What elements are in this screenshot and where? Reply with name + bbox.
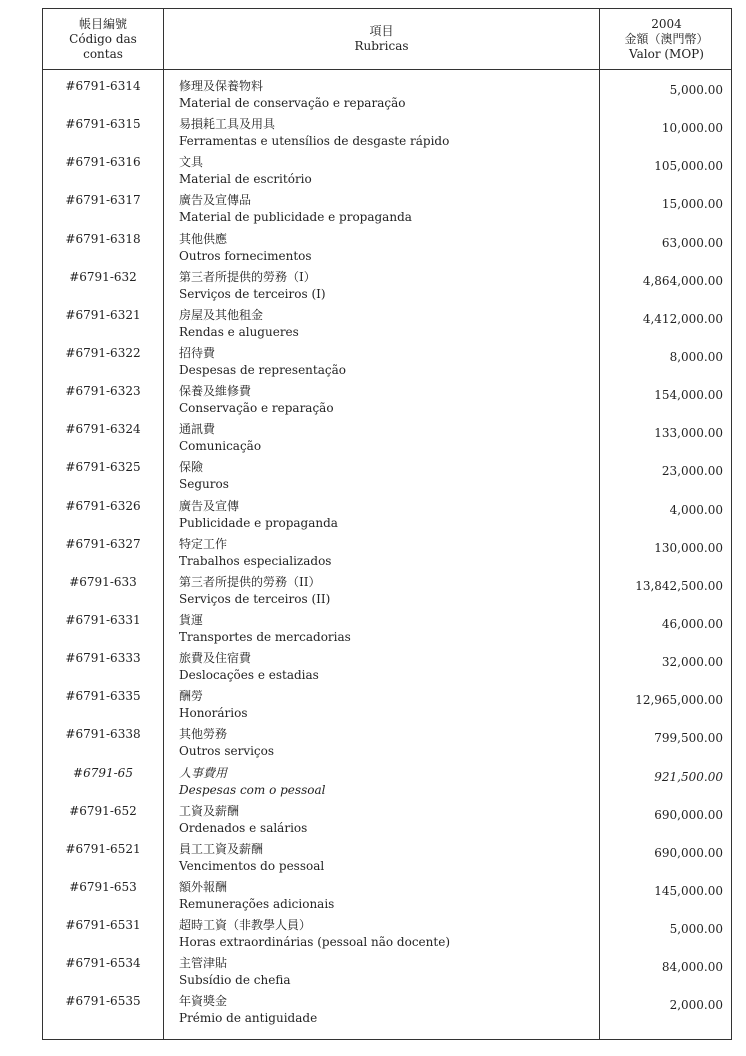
header-item-pt: Rubricas bbox=[354, 39, 409, 53]
row-label-pt: Material de conservação e reparação bbox=[179, 96, 406, 110]
row-code: #6791-6322 bbox=[65, 345, 141, 360]
row-label-pt: Material de escritório bbox=[179, 172, 312, 187]
row-label-pt: Rendas e alugueres bbox=[179, 324, 299, 339]
row-value: 133,000.00 bbox=[654, 426, 723, 441]
header-divider bbox=[43, 69, 731, 70]
table-row bbox=[43, 115, 731, 153]
row-value: 4,412,000.00 bbox=[642, 311, 723, 326]
row-label-zh: 修理及保養物料 bbox=[179, 79, 264, 93]
header-code bbox=[43, 9, 163, 69]
row-code: #6791-632 bbox=[69, 269, 137, 284]
row-code: #6791-65 bbox=[73, 765, 133, 780]
row-label-zh: 文具 bbox=[179, 155, 204, 170]
table-row bbox=[43, 191, 731, 229]
row-label-zh: 其他勞務 bbox=[179, 727, 228, 742]
row-code: #6791-6531 bbox=[65, 918, 141, 933]
row-value: 4,864,000.00 bbox=[642, 273, 723, 288]
row-value: 921,500.00 bbox=[654, 769, 723, 784]
row-label-pt: Outros fornecimentos bbox=[179, 248, 312, 263]
row-value: 690,000.00 bbox=[654, 845, 723, 860]
row-label-zh: 廣告及宣傳品 bbox=[179, 193, 252, 208]
row-code: #6791-6314 bbox=[65, 79, 141, 93]
row-value: 690,000.00 bbox=[654, 807, 723, 822]
row-label-pt: Despesas com o pessoal bbox=[179, 782, 326, 797]
row-label-pt: Material de publicidade e propaganda bbox=[179, 210, 412, 225]
row-label-pt: Outros serviços bbox=[179, 744, 275, 759]
row-label-pt: Ferramentas e utensílios de desgaste rápido bbox=[179, 134, 450, 149]
row-value: 145,000.00 bbox=[654, 883, 723, 898]
row-value: 13,842,500.00 bbox=[635, 578, 723, 593]
row-value: 32,000.00 bbox=[661, 655, 723, 670]
row-value: 84,000.00 bbox=[661, 960, 723, 975]
row-label-zh: 貨運 bbox=[179, 612, 204, 627]
row-label-zh: 員工工資及薪酬 bbox=[179, 841, 264, 856]
row-value: 130,000.00 bbox=[654, 540, 723, 555]
row-value: 10,000.00 bbox=[661, 121, 723, 136]
row-label-pt: Serviços de terceiros (I) bbox=[179, 286, 326, 301]
row-label-pt: Comunicação bbox=[179, 439, 262, 454]
row-label-zh: 年資獎金 bbox=[179, 994, 228, 1009]
row-label-zh: 易損耗工具及用具 bbox=[179, 117, 276, 132]
row-label-zh: 招待費 bbox=[179, 345, 216, 360]
row-value: 23,000.00 bbox=[661, 464, 723, 479]
row-code: #6791-6324 bbox=[65, 422, 141, 437]
row-label-zh: 房屋及其他租金 bbox=[179, 307, 264, 322]
row-code: #6791-6317 bbox=[65, 193, 141, 208]
row-label-zh: 保養及維修費 bbox=[179, 384, 252, 399]
table-row bbox=[43, 802, 731, 840]
table-row bbox=[43, 916, 731, 954]
row-label-pt: Seguros bbox=[179, 477, 229, 492]
header-code-pt1: Código das bbox=[69, 31, 137, 46]
row-code: #6791-6325 bbox=[65, 460, 141, 475]
table-body bbox=[43, 77, 731, 1031]
table-row bbox=[43, 992, 731, 1030]
row-label-zh: 通訊費 bbox=[179, 422, 216, 437]
row-label-pt: Subsídio de chefia bbox=[179, 973, 291, 988]
table-row bbox=[43, 458, 731, 496]
table-row bbox=[43, 725, 731, 763]
row-code: #6791-6327 bbox=[65, 536, 141, 551]
row-label-zh: 廣告及宣傳 bbox=[179, 498, 240, 513]
header-code-pt2: contas bbox=[83, 46, 123, 61]
table-row bbox=[43, 535, 731, 573]
row-value: 15,000.00 bbox=[661, 197, 723, 212]
row-code: #6791-6335 bbox=[65, 689, 141, 704]
row-label-zh: 第三者所提供的勞務（II） bbox=[179, 574, 321, 589]
header-value-pt: Valor (MOP) bbox=[629, 46, 704, 61]
row-code: #6791-633 bbox=[69, 574, 137, 589]
table-row bbox=[43, 649, 731, 687]
row-label-pt: Deslocações e estadias bbox=[179, 668, 319, 683]
table-row bbox=[43, 573, 731, 611]
header-item-zh: 項目 bbox=[369, 24, 394, 38]
table-row bbox=[43, 497, 731, 535]
table-row bbox=[43, 306, 731, 344]
row-code: #6791-6326 bbox=[65, 498, 141, 513]
row-label-zh: 旅費及住宿費 bbox=[179, 651, 252, 666]
row-label-pt: Prémio de antiguidade bbox=[179, 1011, 318, 1026]
row-label-pt: Vencimentos do pessoal bbox=[179, 858, 325, 873]
table-row bbox=[43, 77, 731, 115]
row-code: #6791-6331 bbox=[65, 612, 141, 627]
table-row bbox=[43, 344, 731, 382]
row-label-pt: Trabalhos especializados bbox=[179, 553, 332, 568]
row-label-zh: 主管津貼 bbox=[179, 956, 228, 971]
header-value bbox=[600, 9, 733, 69]
row-label-pt: Publicidade e propaganda bbox=[179, 515, 338, 530]
row-value: 63,000.00 bbox=[661, 235, 723, 250]
row-label-pt: Remunerações adicionais bbox=[179, 896, 335, 911]
table-row bbox=[43, 878, 731, 916]
row-code: #6791-6535 bbox=[65, 994, 141, 1009]
table-row bbox=[43, 420, 731, 458]
table-row bbox=[43, 153, 731, 191]
row-code: #6791-6333 bbox=[65, 651, 141, 666]
row-value: 5,000.00 bbox=[669, 922, 723, 937]
row-label-pt: Ordenados e salários bbox=[179, 820, 308, 835]
table-row bbox=[43, 611, 731, 649]
row-label-zh: 額外報酬 bbox=[179, 879, 228, 894]
row-label-pt: Transportes de mercadorias bbox=[179, 629, 351, 644]
row-code: #6791-6323 bbox=[65, 384, 141, 399]
row-label-zh: 保險 bbox=[179, 460, 204, 475]
row-label-pt: Horas extraordinárias (pessoal não docente) bbox=[179, 935, 450, 950]
budget-table bbox=[42, 8, 732, 1040]
table-row bbox=[43, 382, 731, 420]
row-label-zh: 其他供應 bbox=[179, 231, 228, 246]
row-value: 154,000.00 bbox=[654, 388, 723, 403]
table-row bbox=[43, 268, 731, 306]
table-row bbox=[43, 954, 731, 992]
row-value: 12,965,000.00 bbox=[635, 693, 723, 708]
row-label-zh: 特定工作 bbox=[179, 536, 228, 551]
row-label-zh: 人事費用 bbox=[179, 765, 228, 780]
table-row bbox=[43, 230, 731, 268]
row-label-zh: 超時工資（非教學人員） bbox=[179, 918, 312, 933]
row-value: 5,000.00 bbox=[669, 83, 723, 97]
row-label-pt: Despesas de representação bbox=[179, 362, 346, 377]
row-value: 4,000.00 bbox=[669, 502, 723, 517]
table-row bbox=[43, 840, 731, 878]
header-code-zh: 帳目編號 bbox=[78, 16, 127, 31]
row-label-pt: Honorários bbox=[179, 706, 248, 721]
header-item bbox=[164, 9, 599, 69]
row-value: 8,000.00 bbox=[669, 349, 723, 364]
row-code: #6791-653 bbox=[69, 879, 137, 894]
header-value-year: 2004 bbox=[651, 16, 682, 31]
row-code: #6791-6338 bbox=[65, 727, 141, 742]
row-code: #6791-6318 bbox=[65, 231, 141, 246]
row-code: #6791-6316 bbox=[65, 155, 141, 170]
table-row bbox=[43, 687, 731, 725]
row-label-zh: 酬勞 bbox=[179, 689, 204, 704]
row-code: #6791-6315 bbox=[65, 117, 141, 132]
row-code: #6791-652 bbox=[69, 803, 137, 818]
row-value: 799,500.00 bbox=[654, 731, 723, 746]
row-value: 46,000.00 bbox=[661, 616, 723, 631]
row-label-zh: 工資及薪酬 bbox=[179, 803, 240, 818]
row-label-pt: Conservação e reparação bbox=[179, 401, 334, 416]
header-value-zh: 金額（澳門幣） bbox=[624, 31, 709, 46]
row-code: #6791-6534 bbox=[65, 956, 141, 971]
row-value: 2,000.00 bbox=[669, 998, 723, 1013]
row-label-zh: 第三者所提供的勞務（I） bbox=[179, 269, 316, 284]
row-code: #6791-6521 bbox=[65, 841, 141, 856]
table-row bbox=[43, 764, 731, 802]
row-value: 105,000.00 bbox=[654, 159, 723, 174]
row-label-pt: Serviços de terceiros (II) bbox=[179, 591, 331, 606]
row-code: #6791-6321 bbox=[65, 307, 141, 322]
